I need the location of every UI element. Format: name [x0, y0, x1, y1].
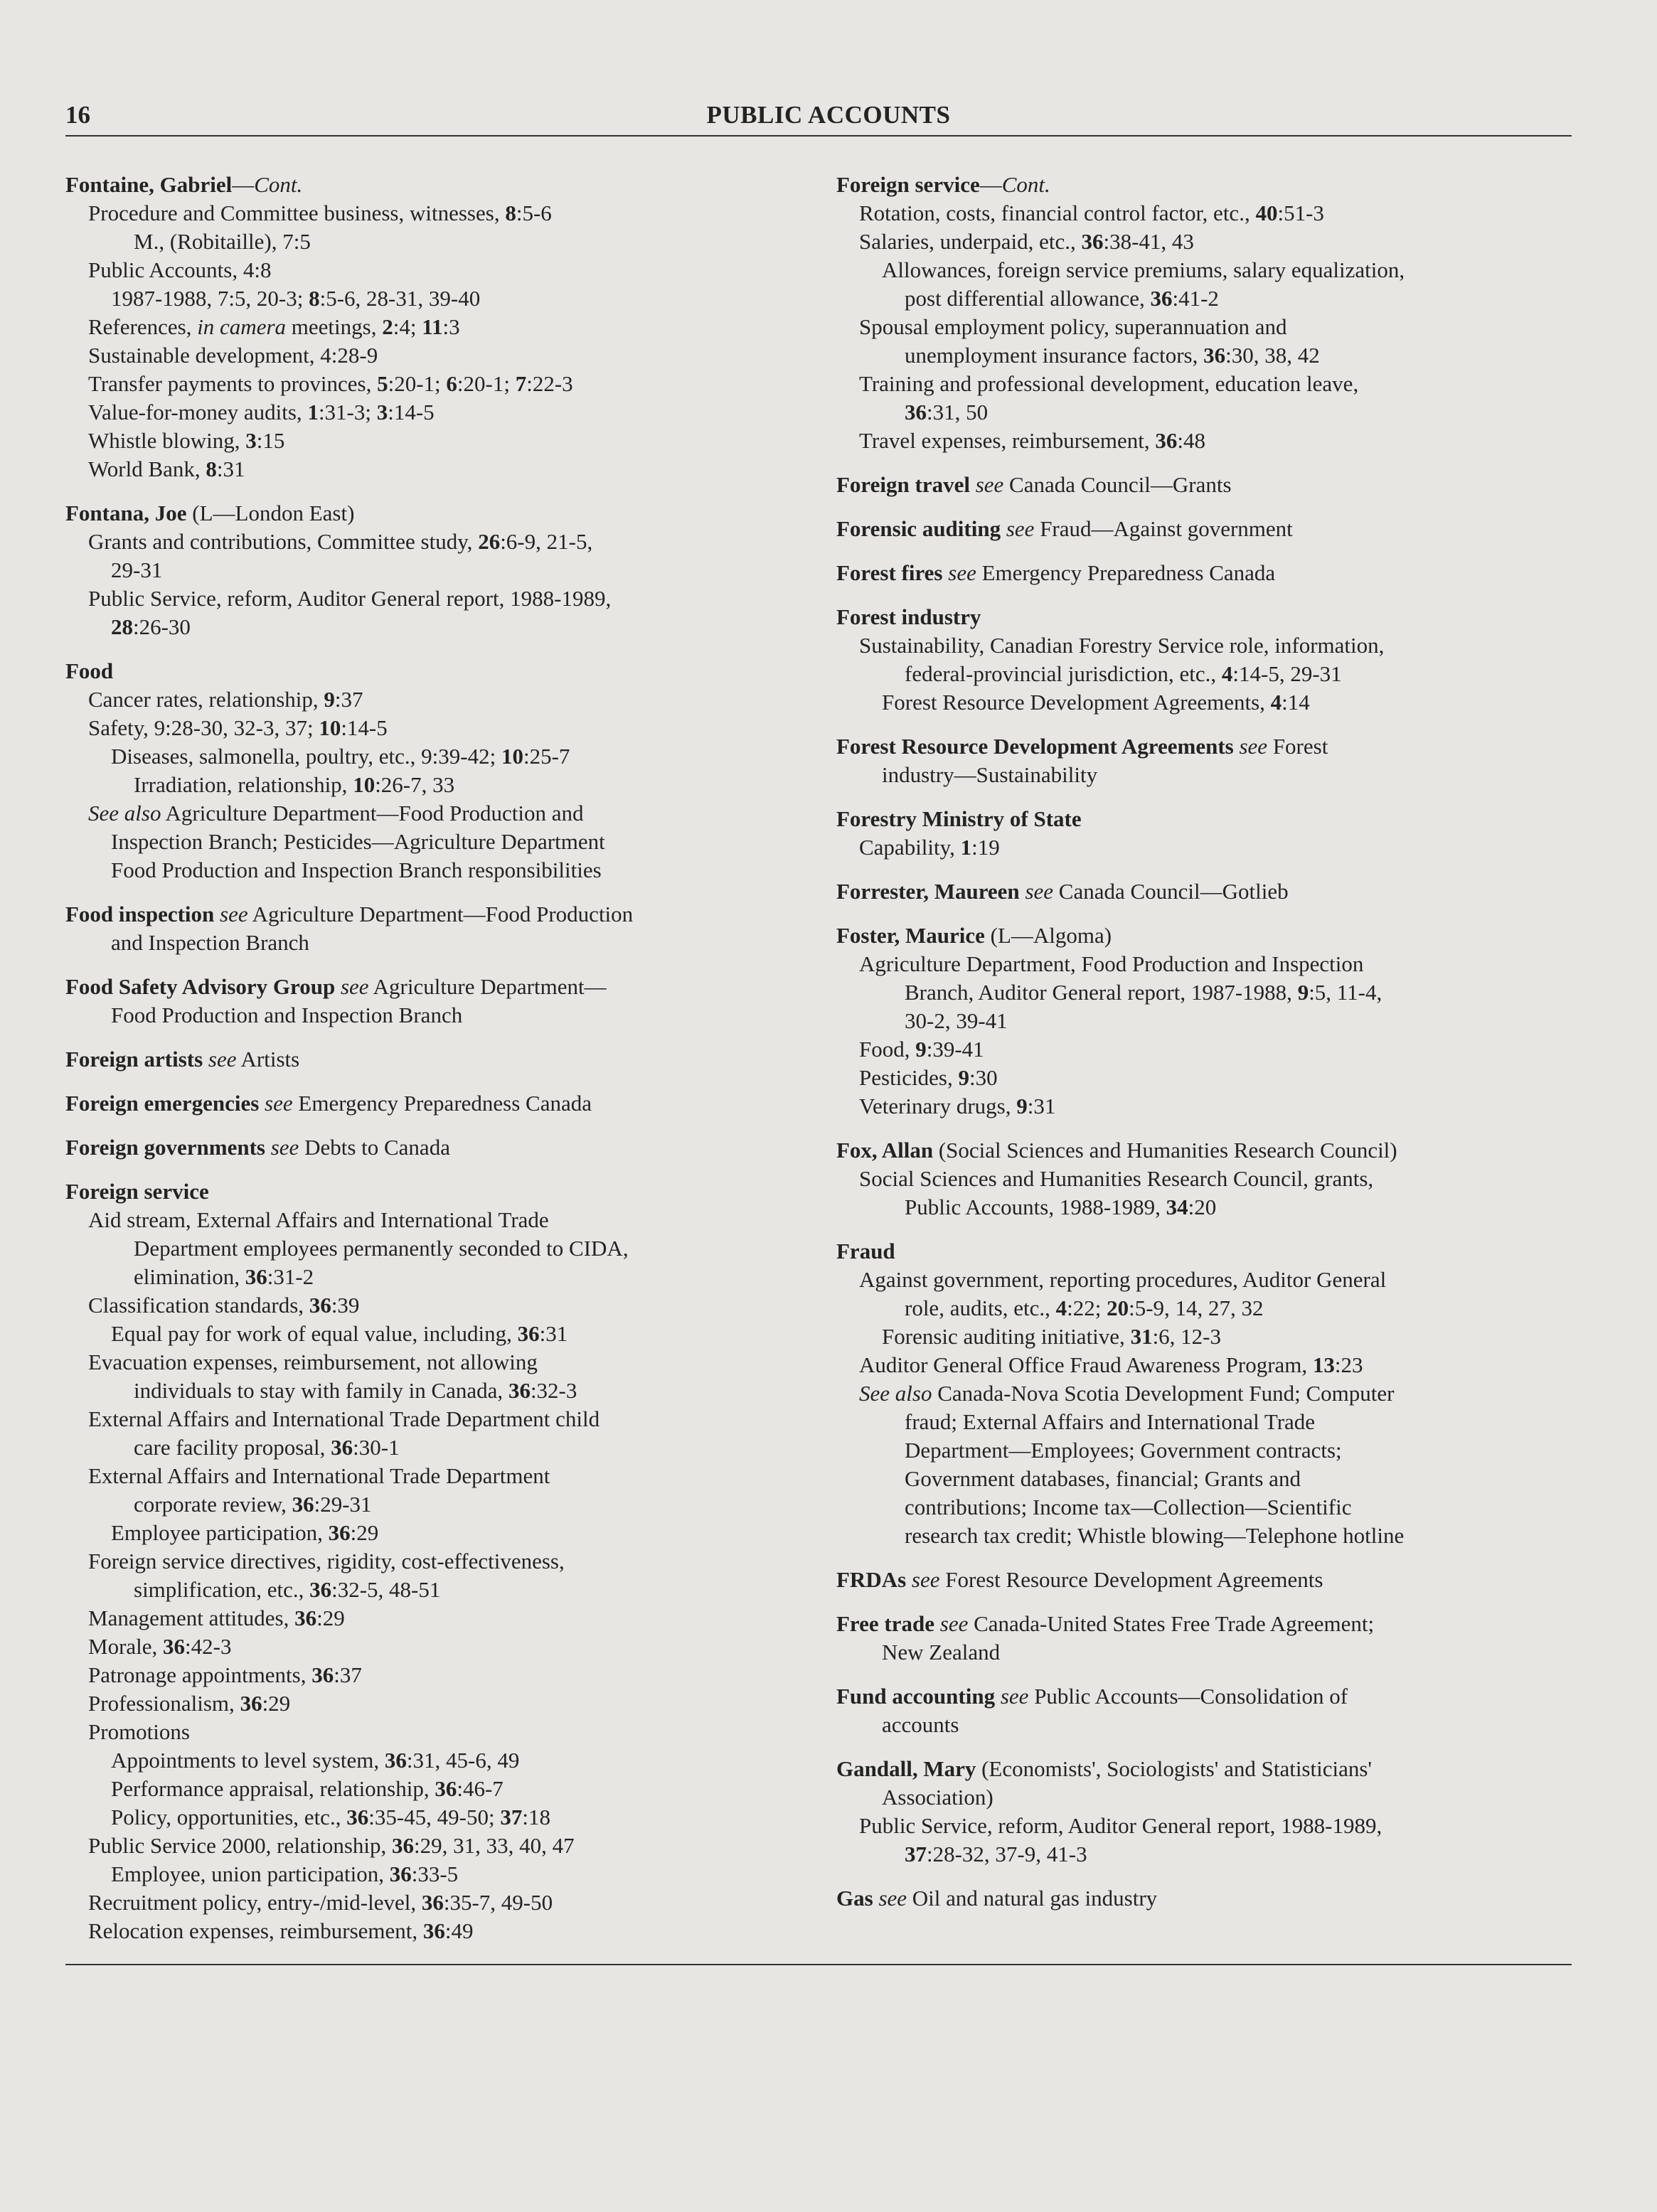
index-heading-line: Fontaine, Gabriel—Cont. [65, 172, 303, 197]
index-heading-line: Foreign governments see Debts to Canada [65, 1135, 450, 1160]
index-subentry-line: elimination, 36:31-2 [134, 1264, 314, 1289]
index-subentry-line: fraud; External Affairs and International Trade [905, 1409, 1316, 1434]
index-subentry-line: Performance appraisal, relationship, 36:46-7 [111, 1776, 504, 1801]
index-subentry-line: Employee, union participation, 36:33-5 [111, 1861, 459, 1886]
index-subentry-line: 28:26-30 [111, 614, 191, 639]
index-entry [836, 171, 1572, 455]
index-subentry-line: research tax credit; Whistle blowing—Telephone hotline [905, 1523, 1405, 1548]
index-subentry-line: See also Agriculture Department—Food Production and [88, 801, 584, 826]
index-subentry-line: Transfer payments to provinces, 5:20-1; 6:20-1; 7:22-3 [88, 371, 573, 396]
index-subentry-line: Sustainability, Canadian Forestry Service role, information, [859, 633, 1385, 658]
index-heading-line: Fox, Allan (Social Sciences and Humanities Research Council) [836, 1138, 1397, 1163]
index-heading-line: Forest Resource Development Agreements see Forest [836, 734, 1328, 759]
index-entry [65, 657, 789, 885]
index-subentry-line: contributions; Income tax—Collection—Scientific [905, 1495, 1352, 1519]
index-subentry-line: industry—Sustainability [882, 762, 1098, 787]
index-subentry-line: Public Accounts, 4:8 [88, 257, 272, 282]
index-entry [836, 1682, 1572, 1739]
index-subentry-line: Allowances, foreign service premiums, salary equalization, [882, 257, 1405, 282]
index-heading-line: Foreign service—Cont. [836, 172, 1050, 197]
index-subentry-line: Social Sciences and Humanities Research Council, grants, [859, 1166, 1374, 1191]
index-subentry-line: accounts [882, 1712, 959, 1737]
index-subentry-line: Agriculture Department, Food Production and Inspection [859, 951, 1364, 976]
index-entry [836, 1566, 1572, 1594]
index-subentry-line: post differential allowance, 36:41-2 [905, 286, 1219, 311]
index-heading-line: Foreign artists see Artists [65, 1047, 300, 1072]
index-subentry-line: Rotation, costs, financial control factor, etc., 40:51-3 [859, 201, 1324, 225]
index-subentry-line: M., (Robitaille), 7:5 [134, 229, 311, 254]
right-column [836, 171, 1572, 1928]
index-entry [836, 559, 1572, 587]
index-subentry-line: References, in camera meetings, 2:4; 11:3 [88, 314, 460, 339]
index-heading-line: Fraud [836, 1239, 895, 1263]
index-entry [65, 1133, 789, 1162]
index-subentry-line: Whistle blowing, 3:15 [88, 428, 285, 453]
index-subentry-line: Inspection Branch; Pesticides—Agriculture Department [111, 829, 605, 854]
index-subentry-line: Spousal employment policy, superannuation and [859, 314, 1287, 339]
index-heading-line: Free trade see Canada-United States Free Trade Agreement; [836, 1611, 1375, 1636]
footer-rule [65, 1964, 1572, 1965]
index-subentry-line: corporate review, 36:29-31 [134, 1492, 372, 1517]
index-subentry-line: Morale, 36:42-3 [88, 1634, 232, 1659]
index-subentry-line: Management attitudes, 36:29 [88, 1605, 345, 1630]
index-subentry-line: Evacuation expenses, reimbursement, not allowing [88, 1350, 538, 1374]
index-subentry-line: 30-2, 39-41 [905, 1008, 1008, 1033]
index-subentry-line: Public Service, reform, Auditor General report, 1988-1989, [88, 586, 612, 611]
index-entry [65, 171, 789, 483]
index-subentry-line: Training and professional development, education leave, [859, 371, 1359, 396]
index-heading-line: Food [65, 658, 114, 683]
index-heading-line: Foreign travel see Canada Council—Grants [836, 472, 1232, 497]
index-subentry-line: Public Accounts, 1988-1989, 34:20 [905, 1195, 1217, 1219]
index-subentry-line: Department—Employees; Government contracts; [905, 1438, 1342, 1463]
index-heading-line: Foster, Maurice (L—Algoma) [836, 923, 1112, 948]
index-subentry-line: Capability, 1:19 [859, 835, 1000, 860]
header-rule [65, 135, 1572, 137]
index-entry [65, 1089, 789, 1118]
index-subentry-line: and Inspection Branch [111, 930, 309, 955]
index-heading-line: Fontana, Joe (L—London East) [65, 501, 355, 525]
index-subentry-line: Appointments to level system, 36:31, 45-6, 49 [111, 1748, 520, 1773]
index-subentry-line: Equal pay for work of equal value, including, 36:31 [111, 1321, 568, 1346]
index-subentry-line: Sustainable development, 4:28-9 [88, 343, 378, 368]
index-subentry-line: Policy, opportunities, etc., 36:35-45, 49-50; 37:18 [111, 1805, 550, 1829]
index-subentry-line: federal-provincial jurisdiction, etc., 4:14-5, 29-31 [905, 661, 1342, 686]
index-subentry-line: Relocation expenses, reimbursement, 36:49 [88, 1918, 474, 1943]
index-heading-line: Gas see Oil and natural gas industry [836, 1886, 1158, 1911]
index-subentry-line: Food Production and Inspection Branch responsibilities [111, 857, 602, 882]
index-subentry-line: Against government, reporting procedures, Auditor General [859, 1267, 1387, 1292]
index-heading-line: Foreign service [65, 1179, 209, 1204]
index-entry [836, 877, 1572, 906]
index-subentry-line: Procedure and Committee business, witnesses, 8:5-6 [88, 201, 552, 225]
index-subentry-line: Grants and contributions, Committee study, 26:6-9, 21-5, [88, 529, 593, 554]
index-heading-line: Food inspection see Agriculture Department—Food Production [65, 902, 634, 926]
index-subentry-line: Food, 9:39-41 [859, 1037, 984, 1062]
index-heading-line: Foreign emergencies see Emergency Preparedness Canada [65, 1091, 592, 1116]
index-subentry-line: 37:28-32, 37-9, 41-3 [905, 1842, 1087, 1866]
index-heading-line: Forest industry [836, 604, 981, 629]
running-head: PUBLIC ACCOUNTS [706, 101, 951, 129]
index-subentry-line: care facility proposal, 36:30-1 [134, 1435, 400, 1460]
index-subentry-line: New Zealand [882, 1640, 1001, 1665]
index-subentry-line: Value-for-money audits, 1:31-3; 3:14-5 [88, 400, 435, 424]
index-subentry-line: 29-31 [111, 557, 163, 582]
index-entry [836, 471, 1572, 499]
index-subentry-line: Diseases, salmonella, poultry, etc., 9:39-42; 10:25-7 [111, 744, 570, 769]
index-subentry-line: simplification, etc., 36:32-5, 48-51 [134, 1577, 441, 1602]
index-entry [65, 1045, 789, 1074]
index-subentry-line: Branch, Auditor General report, 1987-1988, 9:5, 11-4, [905, 980, 1382, 1005]
index-entry [836, 515, 1572, 543]
index-entry [836, 1610, 1572, 1667]
index-subentry-line: External Affairs and International Trade Department [88, 1463, 550, 1488]
index-entry [836, 1237, 1572, 1550]
index-heading-line: Gandall, Mary (Economists', Sociologists' and Statisticians' [836, 1756, 1372, 1781]
index-subentry-line: Association) [882, 1785, 993, 1810]
index-entry [836, 1755, 1572, 1869]
index-heading-line: Forest fires see Emergency Preparedness Canada [836, 560, 1276, 585]
index-subentry-line: External Affairs and International Trade Department child [88, 1406, 600, 1431]
index-subentry-line: World Bank, 8:31 [88, 456, 245, 481]
index-subentry-line: Forensic auditing initiative, 31:6, 12-3 [882, 1324, 1221, 1349]
index-subentry-line: Public Service 2000, relationship, 36:29, 31, 33, 40, 47 [88, 1833, 575, 1858]
index-heading-line: Fund accounting see Public Accounts—Consolidation of [836, 1684, 1348, 1709]
index-subentry-line: Salaries, underpaid, etc., 36:38-41, 43 [859, 229, 1194, 254]
page-number: 16 [65, 101, 90, 129]
index-subentry-line: Department employees permanently seconded to CIDA, [134, 1236, 629, 1261]
index-subentry-line: Veterinary drugs, 9:31 [859, 1094, 1056, 1118]
index-subentry-line: Patronage appointments, 36:37 [88, 1662, 362, 1687]
index-entry [836, 732, 1572, 789]
index-entry [836, 805, 1572, 862]
left-column [65, 171, 789, 1961]
index-subentry-line: Cancer rates, relationship, 9:37 [88, 687, 363, 712]
index-entry [836, 921, 1572, 1121]
index-subentry-line: Food Production and Inspection Branch [111, 1003, 463, 1027]
index-subentry-line: Auditor General Office Fraud Awareness Program, 13:23 [859, 1352, 1363, 1377]
index-subentry-line: Forest Resource Development Agreements, 4:14 [882, 690, 1310, 715]
index-subentry-line: Employee participation, 36:29 [111, 1520, 379, 1545]
index-heading-line: Forrester, Maureen see Canada Council—Gotlieb [836, 879, 1289, 904]
index-subentry-line: 36:31, 50 [905, 400, 989, 424]
index-heading-line: Forestry Ministry of State [836, 806, 1082, 831]
index-subentry-line: Foreign service directives, rigidity, cost-effectiveness, [88, 1549, 565, 1573]
index-subentry-line: unemployment insurance factors, 36:30, 38, 42 [905, 343, 1320, 368]
index-subentry-line: Promotions [88, 1719, 190, 1744]
index-entry [65, 1177, 789, 1945]
index-entry [836, 1884, 1572, 1913]
index-subentry-line: Aid stream, External Affairs and International Trade [88, 1207, 549, 1232]
index-subentry-line: Recruitment policy, entry-/mid-level, 36:35-7, 49-50 [88, 1890, 553, 1915]
index-subentry-line: individuals to stay with family in Canada, 36:32-3 [134, 1378, 577, 1403]
index-entry [65, 973, 789, 1030]
index-entry [65, 900, 789, 957]
index-subentry-line: Classification standards, 36:39 [88, 1293, 360, 1318]
index-entry [65, 499, 789, 641]
index-subentry-line: Government databases, financial; Grants and [905, 1466, 1301, 1491]
index-subentry-line: Travel expenses, reimbursement, 36:48 [859, 428, 1206, 453]
index-heading-line: FRDAs see Forest Resource Development Agreements [836, 1567, 1323, 1592]
index-entry [836, 603, 1572, 717]
index-heading-line: Forensic auditing see Fraud—Against government [836, 516, 1293, 541]
index-heading-line: Food Safety Advisory Group see Agriculture Department— [65, 974, 607, 999]
index-subentry-line: 1987-1988, 7:5, 20-3; 8:5-6, 28-31, 39-40 [111, 286, 481, 311]
index-subentry-line: Professionalism, 36:29 [88, 1691, 291, 1716]
index-subentry-line: See also Canada-Nova Scotia Development Fund; Computer [859, 1381, 1395, 1406]
index-subentry-line: Public Service, reform, Auditor General report, 1988-1989, [859, 1813, 1382, 1838]
index-subentry-line: Irradiation, relationship, 10:26-7, 33 [134, 772, 455, 797]
index-subentry-line: Safety, 9:28-30, 32-3, 37; 10:14-5 [88, 715, 388, 740]
index-entry [836, 1136, 1572, 1222]
index-subentry-line: role, audits, etc., 4:22; 20:5-9, 14, 27, 32 [905, 1295, 1264, 1320]
index-subentry-line: Pesticides, 9:30 [859, 1065, 998, 1090]
